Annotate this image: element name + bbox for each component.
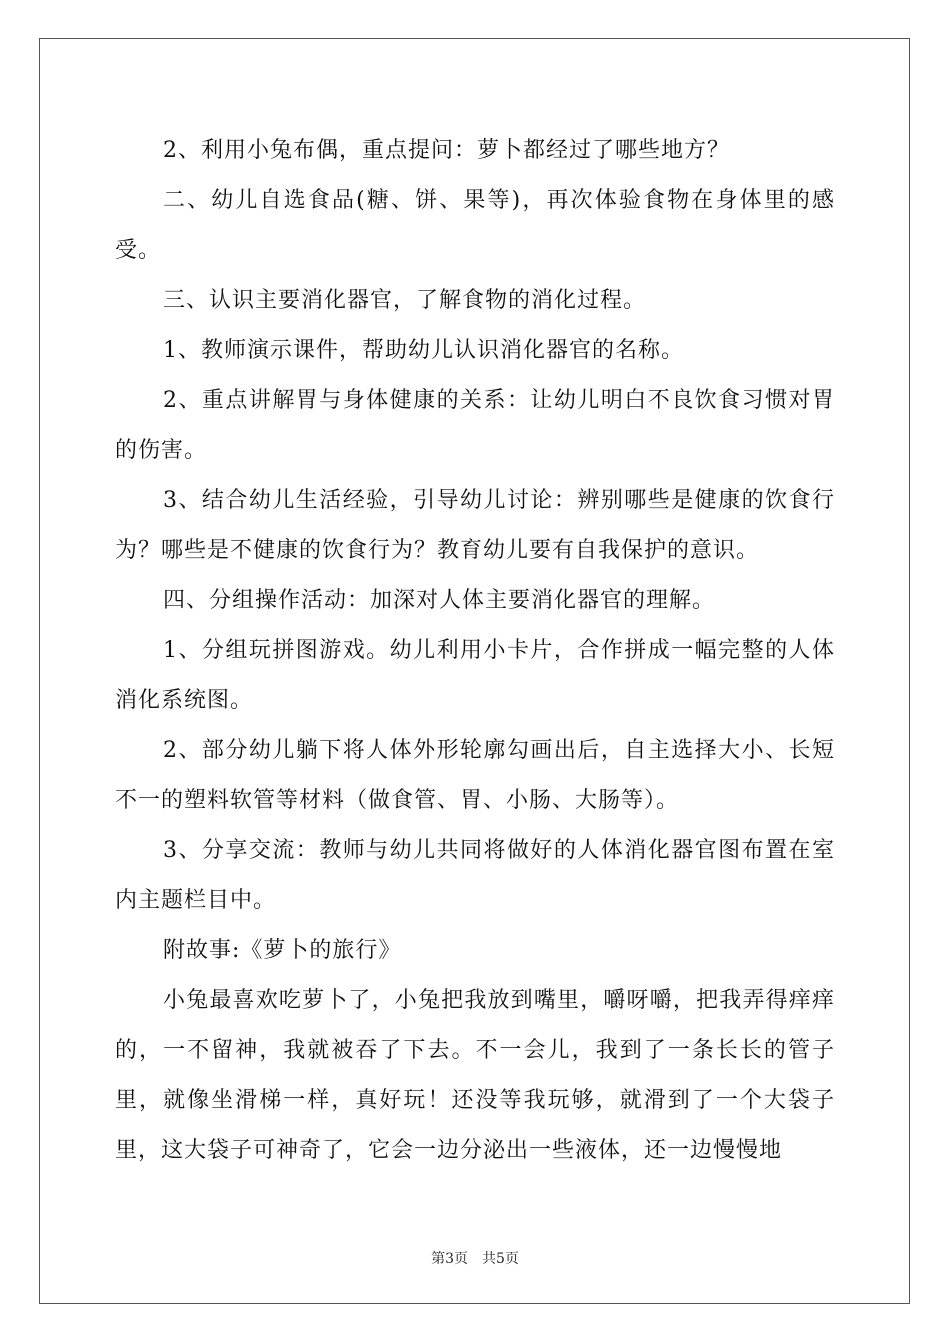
- paragraph: 附故事:《萝卜的旅行》: [163, 938, 402, 963]
- paragraph: 3、分享交流：教师与幼儿共同将做好的人体消化器官图布置在室内主题栏目中。: [115, 838, 835, 913]
- paragraph: 3、结合幼儿生活经验，引导幼儿讨论：辨别哪些是健康的饮食行为？哪些是不健康的饮食行为？教育幼儿要有自我保护的意识。: [115, 488, 835, 563]
- paragraph: 1、教师演示课件，帮助幼儿认识消化器官的名称。: [163, 338, 684, 363]
- paragraph: 2、部分幼儿躺下将人体外形轮廓勾画出后，自主选择大小、长短不一的塑料软管等材料（做食管、胃、小肠、大肠等）。: [115, 738, 835, 813]
- paragraph: 2、重点讲解胃与身体健康的关系：让幼儿明白不良饮食习惯对胃的伤害。: [115, 388, 835, 463]
- paragraph: 2、利用小兔布偶，重点提问：萝卜都经过了哪些地方？: [163, 138, 730, 163]
- document-body: [115, 126, 835, 1176]
- paragraph: 四、分组操作活动：加深对人体主要消化器官的理解。: [163, 588, 716, 613]
- paragraph: 小兔最喜欢吃萝卜了，小兔把我放到嘴里，嚼呀嚼，把我弄得痒痒的，一不留神，我就被吞了下去。不一会儿，我到了一条长长的管子里，就像坐滑梯一样，真好玩！还没等我玩够，就滑到了一个大袋子里，这大袋子可神奇了，它会一边分泌出一些液体，还一边慢慢地: [115, 988, 835, 1163]
- paragraph: 1、分组玩拼图游戏。幼儿利用小卡片，合作拼成一幅完整的人体消化系统图。: [115, 638, 835, 713]
- page-number-footer: 第3页 共5页: [431, 1251, 519, 1267]
- paragraph: 三、认识主要消化器官，了解食物的消化过程。: [163, 288, 647, 313]
- paragraph: 二、幼儿自选食品(糖、饼、果等)，再次体验食物在身体里的感受。: [115, 188, 835, 263]
